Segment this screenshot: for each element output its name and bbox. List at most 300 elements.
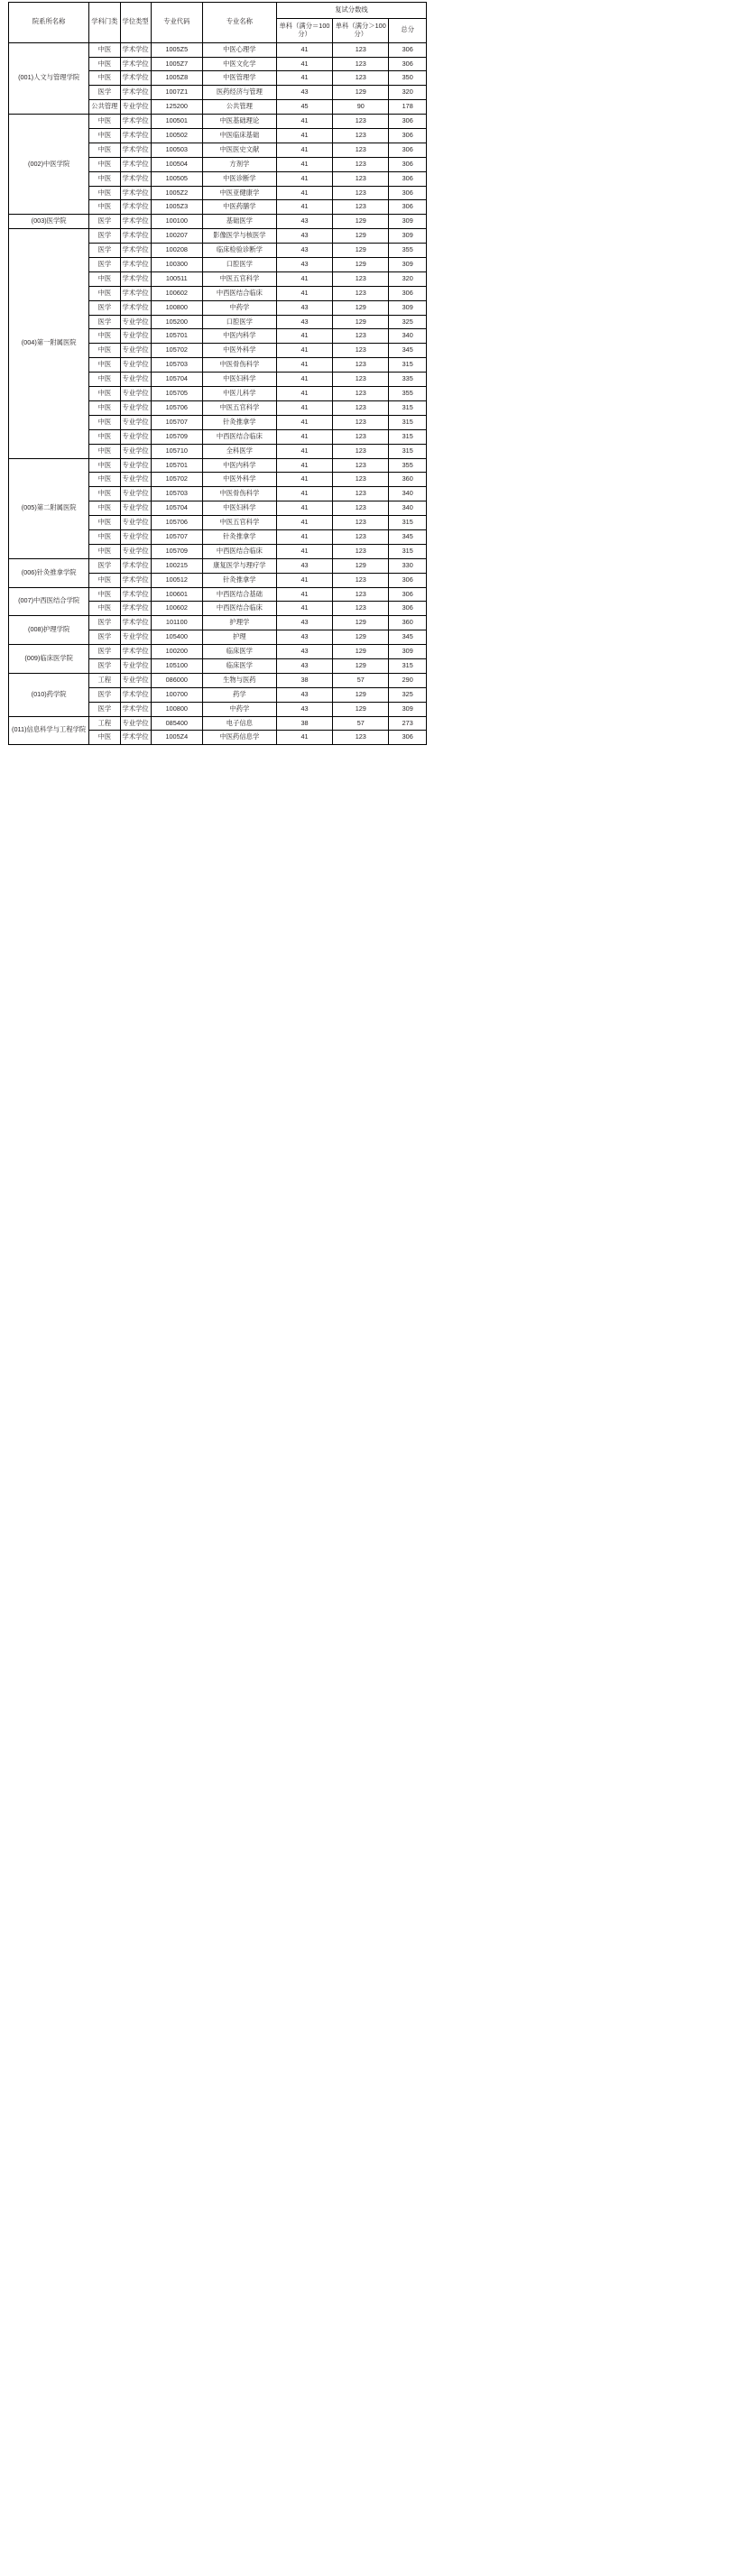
- table-body: [9, 42, 427, 745]
- cell-degree-type: 专业学位: [120, 400, 151, 415]
- cell-discipline: 医学: [89, 315, 120, 329]
- cell-total-score: 306: [389, 42, 427, 57]
- cell-major-code: 105705: [151, 387, 202, 401]
- cell-subject-100: 43: [276, 630, 332, 645]
- cell-major-name: 中医妇科学: [202, 373, 276, 387]
- cell-major-name: 影像医学与核医学: [202, 229, 276, 244]
- cell-subject-100: 41: [276, 129, 332, 143]
- cell-degree-type: 学术学位: [120, 42, 151, 57]
- cell-major-code: 105400: [151, 630, 202, 645]
- cell-total-score: 320: [389, 271, 427, 286]
- cell-major-name: 中医药膳学: [202, 200, 276, 215]
- cell-discipline: 中医: [89, 487, 120, 501]
- cell-subject-100: 43: [276, 702, 332, 716]
- cell-total-score: 320: [389, 86, 427, 100]
- cell-total-score: 306: [389, 57, 427, 71]
- cell-total-score: 306: [389, 186, 427, 200]
- cell-total-score: 306: [389, 286, 427, 300]
- cell-major-name: 临床检验诊断学: [202, 244, 276, 258]
- cell-subject-100: 43: [276, 258, 332, 272]
- cell-major-code: 1005Z8: [151, 71, 202, 86]
- cell-subject-over-100: 123: [333, 57, 389, 71]
- cell-subject-100: 41: [276, 186, 332, 200]
- cell-total-score: 306: [389, 129, 427, 143]
- cell-subject-100: 41: [276, 487, 332, 501]
- cell-major-name: 中西医结合基础: [202, 587, 276, 602]
- cell-subject-over-100: 129: [333, 86, 389, 100]
- cell-major-name: 中西医结合临床: [202, 429, 276, 444]
- cell-major-name: 药学: [202, 687, 276, 702]
- cell-total-score: 306: [389, 143, 427, 157]
- cell-subject-over-100: 123: [333, 516, 389, 530]
- cell-total-score: 309: [389, 229, 427, 244]
- cell-major-code: 105701: [151, 329, 202, 344]
- cell-degree-type: 专业学位: [120, 658, 151, 673]
- cell-discipline: 中医: [89, 587, 120, 602]
- cell-major-code: 100200: [151, 645, 202, 659]
- cell-major-code: 105200: [151, 315, 202, 329]
- cell-subject-over-100: 123: [333, 42, 389, 57]
- cell-subject-100: 43: [276, 86, 332, 100]
- cell-college: (004)第一附属医院: [9, 229, 89, 458]
- cell-subject-over-100: 129: [333, 244, 389, 258]
- cell-subject-100: 41: [276, 358, 332, 373]
- cell-subject-over-100: 123: [333, 415, 389, 429]
- cell-major-name: 康复医学与理疗学: [202, 558, 276, 573]
- cell-major-name: 口腔医学: [202, 315, 276, 329]
- cell-discipline: 中医: [89, 71, 120, 86]
- cell-major-code: 105709: [151, 429, 202, 444]
- cell-subject-over-100: 123: [333, 602, 389, 616]
- cell-discipline: 中医: [89, 429, 120, 444]
- cell-subject-100: 41: [276, 115, 332, 129]
- cell-degree-type: 学术学位: [120, 200, 151, 215]
- cell-degree-type: 专业学位: [120, 358, 151, 373]
- cell-major-code: 105707: [151, 415, 202, 429]
- cell-major-name: 中医妇科学: [202, 501, 276, 516]
- cell-subject-over-100: 123: [333, 129, 389, 143]
- cell-discipline: 医学: [89, 258, 120, 272]
- header-major-name: 专业名称: [202, 3, 276, 43]
- cell-major-code: 100601: [151, 587, 202, 602]
- cell-major-name: 中医管理学: [202, 71, 276, 86]
- cell-major-name: 中西医结合临床: [202, 602, 276, 616]
- cell-discipline: 中医: [89, 329, 120, 344]
- cell-discipline: 中医: [89, 400, 120, 415]
- cell-total-score: 340: [389, 329, 427, 344]
- cell-major-code: 100511: [151, 271, 202, 286]
- cell-degree-type: 学术学位: [120, 129, 151, 143]
- cell-subject-over-100: 123: [333, 157, 389, 171]
- cell-subject-over-100: 123: [333, 458, 389, 473]
- cell-total-score: 345: [389, 630, 427, 645]
- header-degree-type: 学位类型: [120, 3, 151, 43]
- cell-subject-over-100: 123: [333, 501, 389, 516]
- cell-subject-over-100: 129: [333, 630, 389, 645]
- cell-major-code: 125200: [151, 100, 202, 115]
- cell-discipline: 中医: [89, 271, 120, 286]
- header-subject-100: 单科（满分＝100分）: [276, 18, 332, 42]
- cell-major-code: 1005Z4: [151, 731, 202, 745]
- cell-degree-type: 学术学位: [120, 702, 151, 716]
- cell-subject-100: 41: [276, 516, 332, 530]
- cell-total-score: 335: [389, 373, 427, 387]
- cell-college: (009)临床医学院: [9, 645, 89, 674]
- cell-subject-over-100: 123: [333, 329, 389, 344]
- cell-subject-over-100: 123: [333, 731, 389, 745]
- cell-total-score: 306: [389, 200, 427, 215]
- cell-major-name: 中西医结合临床: [202, 544, 276, 558]
- cell-subject-over-100: 123: [333, 373, 389, 387]
- cell-subject-over-100: 123: [333, 487, 389, 501]
- cell-discipline: 中医: [89, 458, 120, 473]
- cell-discipline: 中医: [89, 344, 120, 358]
- cell-total-score: 315: [389, 444, 427, 458]
- cell-subject-over-100: 123: [333, 171, 389, 186]
- cell-discipline: 中医: [89, 115, 120, 129]
- cell-degree-type: 学术学位: [120, 244, 151, 258]
- cell-major-code: 100503: [151, 143, 202, 157]
- cell-major-code: 1005Z7: [151, 57, 202, 71]
- cell-subject-100: 43: [276, 616, 332, 630]
- cell-total-score: 309: [389, 300, 427, 315]
- cell-degree-type: 专业学位: [120, 344, 151, 358]
- cell-major-name: 护理学: [202, 616, 276, 630]
- cell-subject-over-100: 123: [333, 529, 389, 544]
- cell-degree-type: 专业学位: [120, 529, 151, 544]
- cell-total-score: 355: [389, 387, 427, 401]
- table-row: [9, 42, 427, 57]
- cell-discipline: 医学: [89, 687, 120, 702]
- cell-subject-100: 41: [276, 573, 332, 587]
- cell-major-code: 105704: [151, 501, 202, 516]
- cell-degree-type: 学术学位: [120, 186, 151, 200]
- cell-discipline: 中医: [89, 171, 120, 186]
- cell-total-score: 306: [389, 115, 427, 129]
- cell-major-name: 电子信息: [202, 716, 276, 731]
- header-college: 院系所名称: [9, 3, 89, 43]
- cell-subject-100: 41: [276, 200, 332, 215]
- cell-major-name: 中医心理学: [202, 42, 276, 57]
- cell-discipline: 中医: [89, 529, 120, 544]
- cell-major-name: 中医五官科学: [202, 400, 276, 415]
- cell-subject-100: 41: [276, 444, 332, 458]
- header-discipline: 学科门类: [89, 3, 120, 43]
- cell-discipline: 中医: [89, 573, 120, 587]
- cell-major-code: 1005Z5: [151, 42, 202, 57]
- cell-major-code: 100208: [151, 244, 202, 258]
- cell-total-score: 306: [389, 573, 427, 587]
- cell-college: (002)中医学院: [9, 115, 89, 215]
- cell-major-code: 100215: [151, 558, 202, 573]
- cell-major-code: 085400: [151, 716, 202, 731]
- cell-major-code: 100502: [151, 129, 202, 143]
- cell-degree-type: 学术学位: [120, 687, 151, 702]
- cell-degree-type: 学术学位: [120, 573, 151, 587]
- cell-major-code: 1007Z1: [151, 86, 202, 100]
- cell-subject-100: 41: [276, 373, 332, 387]
- cell-discipline: 中医: [89, 57, 120, 71]
- cell-degree-type: 专业学位: [120, 716, 151, 731]
- cell-college: (007)中西医结合学院: [9, 587, 89, 616]
- cell-major-code: 100512: [151, 573, 202, 587]
- cell-subject-over-100: 123: [333, 429, 389, 444]
- cell-discipline: 中医: [89, 516, 120, 530]
- cell-major-name: 中医文化学: [202, 57, 276, 71]
- cell-major-name: 中医药信息学: [202, 731, 276, 745]
- table-header: [9, 3, 427, 43]
- cell-college: (006)针灸推拿学院: [9, 558, 89, 587]
- cell-subject-100: 41: [276, 731, 332, 745]
- cell-major-name: 中医亚健康学: [202, 186, 276, 200]
- cell-discipline: 医学: [89, 86, 120, 100]
- cell-total-score: 315: [389, 415, 427, 429]
- cell-degree-type: 专业学位: [120, 544, 151, 558]
- cell-major-name: 中医五官科学: [202, 271, 276, 286]
- cell-discipline: 中医: [89, 473, 120, 487]
- cell-degree-type: 学术学位: [120, 602, 151, 616]
- cell-major-name: 中医临床基础: [202, 129, 276, 143]
- cell-subject-over-100: 129: [333, 315, 389, 329]
- cell-major-name: 生物与医药: [202, 673, 276, 687]
- cell-subject-over-100: 129: [333, 616, 389, 630]
- cell-subject-100: 43: [276, 244, 332, 258]
- cell-discipline: 工程: [89, 716, 120, 731]
- cell-subject-over-100: 129: [333, 215, 389, 229]
- cell-degree-type: 专业学位: [120, 373, 151, 387]
- cell-degree-type: 专业学位: [120, 487, 151, 501]
- cell-subject-100: 43: [276, 687, 332, 702]
- cell-degree-type: 专业学位: [120, 630, 151, 645]
- cell-discipline: 医学: [89, 645, 120, 659]
- header-major-code: 专业代码: [151, 3, 202, 43]
- cell-discipline: 中医: [89, 415, 120, 429]
- cell-major-code: 100501: [151, 115, 202, 129]
- cell-major-code: 105706: [151, 400, 202, 415]
- cell-major-name: 护理: [202, 630, 276, 645]
- cell-total-score: 309: [389, 645, 427, 659]
- cell-discipline: 公共管理: [89, 100, 120, 115]
- table-row: [9, 215, 427, 229]
- cell-discipline: 中医: [89, 731, 120, 745]
- admission-score-table: [8, 2, 427, 745]
- cell-subject-100: 41: [276, 529, 332, 544]
- cell-subject-100: 41: [276, 415, 332, 429]
- cell-total-score: 306: [389, 171, 427, 186]
- cell-subject-100: 41: [276, 400, 332, 415]
- cell-major-name: 中药学: [202, 702, 276, 716]
- cell-subject-over-100: 90: [333, 100, 389, 115]
- cell-subject-100: 43: [276, 558, 332, 573]
- cell-subject-over-100: 123: [333, 444, 389, 458]
- cell-total-score: 360: [389, 616, 427, 630]
- table-row: [9, 673, 427, 687]
- cell-subject-100: 43: [276, 658, 332, 673]
- cell-subject-over-100: 123: [333, 400, 389, 415]
- cell-total-score: 355: [389, 458, 427, 473]
- cell-major-code: 100207: [151, 229, 202, 244]
- cell-subject-100: 41: [276, 544, 332, 558]
- cell-subject-over-100: 129: [333, 658, 389, 673]
- cell-subject-100: 41: [276, 458, 332, 473]
- cell-total-score: 340: [389, 501, 427, 516]
- cell-subject-100: 41: [276, 157, 332, 171]
- cell-major-code: 105706: [151, 516, 202, 530]
- cell-major-name: 医药经济与管理: [202, 86, 276, 100]
- cell-degree-type: 专业学位: [120, 458, 151, 473]
- score-line-document: [0, 0, 739, 745]
- cell-discipline: 中医: [89, 602, 120, 616]
- cell-degree-type: 学术学位: [120, 71, 151, 86]
- cell-major-code: 086000: [151, 673, 202, 687]
- cell-discipline: 中医: [89, 200, 120, 215]
- cell-degree-type: 学术学位: [120, 258, 151, 272]
- table-row: [9, 229, 427, 244]
- cell-degree-type: 学术学位: [120, 157, 151, 171]
- cell-major-code: 101100: [151, 616, 202, 630]
- cell-discipline: 中医: [89, 286, 120, 300]
- cell-total-score: 315: [389, 358, 427, 373]
- cell-subject-over-100: 57: [333, 716, 389, 731]
- cell-total-score: 306: [389, 602, 427, 616]
- cell-major-name: 针灸推拿学: [202, 529, 276, 544]
- cell-major-code: 100800: [151, 702, 202, 716]
- cell-subject-100: 41: [276, 602, 332, 616]
- cell-college: (008)护理学院: [9, 616, 89, 645]
- cell-subject-100: 43: [276, 215, 332, 229]
- cell-discipline: 中医: [89, 501, 120, 516]
- cell-total-score: 309: [389, 702, 427, 716]
- cell-subject-100: 38: [276, 716, 332, 731]
- cell-discipline: 医学: [89, 215, 120, 229]
- cell-major-code: 105710: [151, 444, 202, 458]
- cell-total-score: 355: [389, 244, 427, 258]
- cell-degree-type: 专业学位: [120, 415, 151, 429]
- cell-subject-over-100: 129: [333, 300, 389, 315]
- cell-degree-type: 学术学位: [120, 171, 151, 186]
- cell-major-code: 105703: [151, 358, 202, 373]
- cell-degree-type: 专业学位: [120, 387, 151, 401]
- cell-degree-type: 学术学位: [120, 558, 151, 573]
- cell-degree-type: 专业学位: [120, 516, 151, 530]
- cell-major-name: 中医外科学: [202, 344, 276, 358]
- cell-discipline: 工程: [89, 673, 120, 687]
- cell-degree-type: 专业学位: [120, 501, 151, 516]
- table-row: [9, 115, 427, 129]
- cell-subject-over-100: 123: [333, 115, 389, 129]
- cell-subject-100: 43: [276, 645, 332, 659]
- cell-major-code: 105707: [151, 529, 202, 544]
- cell-subject-over-100: 123: [333, 200, 389, 215]
- cell-major-name: 中医内科学: [202, 458, 276, 473]
- table-row: [9, 558, 427, 573]
- cell-major-code: 100602: [151, 286, 202, 300]
- cell-subject-over-100: 129: [333, 645, 389, 659]
- cell-discipline: 医学: [89, 244, 120, 258]
- cell-subject-over-100: 123: [333, 473, 389, 487]
- cell-major-code: 100504: [151, 157, 202, 171]
- cell-subject-over-100: 129: [333, 258, 389, 272]
- cell-major-name: 中医骨伤科学: [202, 487, 276, 501]
- cell-subject-100: 41: [276, 271, 332, 286]
- cell-degree-type: 专业学位: [120, 673, 151, 687]
- cell-college: (010)药学院: [9, 673, 89, 716]
- cell-degree-type: 学术学位: [120, 587, 151, 602]
- cell-degree-type: 专业学位: [120, 473, 151, 487]
- cell-subject-over-100: 129: [333, 558, 389, 573]
- cell-subject-100: 41: [276, 71, 332, 86]
- cell-discipline: 医学: [89, 558, 120, 573]
- cell-degree-type: 学术学位: [120, 115, 151, 129]
- cell-major-name: 中药学: [202, 300, 276, 315]
- cell-major-name: 中西医结合临床: [202, 286, 276, 300]
- cell-major-name: 针灸推拿学: [202, 573, 276, 587]
- cell-total-score: 315: [389, 400, 427, 415]
- cell-subject-over-100: 123: [333, 186, 389, 200]
- cell-degree-type: 学术学位: [120, 271, 151, 286]
- cell-degree-type: 学术学位: [120, 143, 151, 157]
- cell-degree-type: 专业学位: [120, 429, 151, 444]
- cell-subject-over-100: 123: [333, 71, 389, 86]
- cell-degree-type: 学术学位: [120, 616, 151, 630]
- cell-major-name: 口腔医学: [202, 258, 276, 272]
- cell-total-score: 315: [389, 429, 427, 444]
- cell-discipline: 医学: [89, 630, 120, 645]
- cell-discipline: 医学: [89, 229, 120, 244]
- cell-discipline: 中医: [89, 42, 120, 57]
- header-retest-line: 复试分数线: [276, 3, 426, 19]
- cell-total-score: 309: [389, 215, 427, 229]
- cell-major-name: 临床医学: [202, 658, 276, 673]
- cell-discipline: 中医: [89, 129, 120, 143]
- cell-discipline: 医学: [89, 702, 120, 716]
- cell-subject-over-100: 57: [333, 673, 389, 687]
- cell-discipline: 医学: [89, 616, 120, 630]
- cell-total-score: 178: [389, 100, 427, 115]
- cell-discipline: 中医: [89, 387, 120, 401]
- cell-college: (001)人文与管理学院: [9, 42, 89, 114]
- table-row: [9, 616, 427, 630]
- cell-discipline: 中医: [89, 186, 120, 200]
- cell-major-code: 105703: [151, 487, 202, 501]
- cell-major-code: 105702: [151, 473, 202, 487]
- cell-total-score: 315: [389, 544, 427, 558]
- cell-degree-type: 学术学位: [120, 286, 151, 300]
- cell-total-score: 360: [389, 473, 427, 487]
- cell-total-score: 350: [389, 71, 427, 86]
- header-total-score: 总分: [389, 18, 427, 42]
- cell-discipline: 医学: [89, 658, 120, 673]
- cell-total-score: 330: [389, 558, 427, 573]
- cell-subject-100: 43: [276, 315, 332, 329]
- cell-total-score: 340: [389, 487, 427, 501]
- cell-discipline: 中医: [89, 157, 120, 171]
- cell-major-name: 中医基础理论: [202, 115, 276, 129]
- cell-subject-100: 45: [276, 100, 332, 115]
- cell-major-name: 公共管理: [202, 100, 276, 115]
- table-row: [9, 587, 427, 602]
- cell-major-code: 100800: [151, 300, 202, 315]
- cell-subject-over-100: 123: [333, 344, 389, 358]
- cell-subject-100: 41: [276, 329, 332, 344]
- cell-major-code: 105704: [151, 373, 202, 387]
- cell-major-code: 100505: [151, 171, 202, 186]
- table-row: [9, 645, 427, 659]
- header-subject-over-100: 单科（满分＞100分）: [333, 18, 389, 42]
- cell-major-name: 针灸推拿学: [202, 415, 276, 429]
- cell-discipline: 中医: [89, 444, 120, 458]
- cell-major-code: 100602: [151, 602, 202, 616]
